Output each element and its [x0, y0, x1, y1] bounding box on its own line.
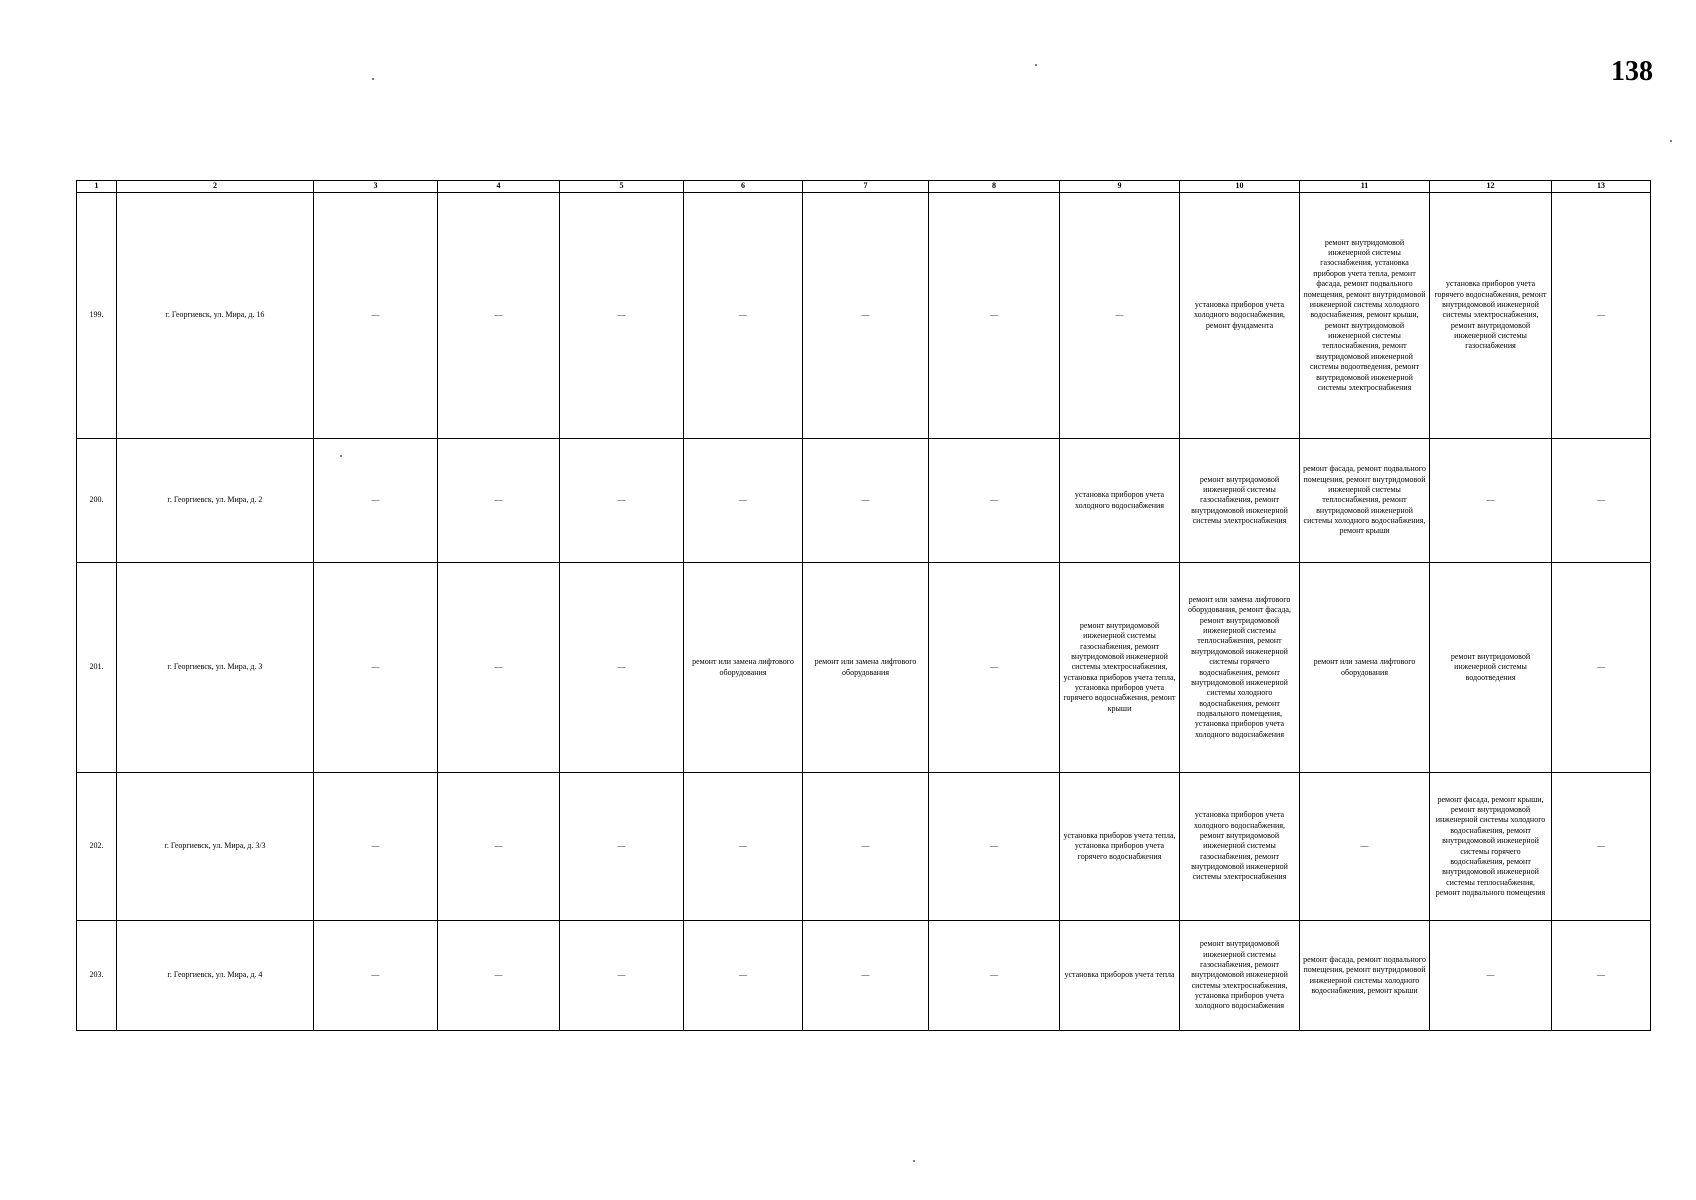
col-header: 4 [438, 181, 560, 193]
col-header: 13 [1552, 181, 1651, 193]
table-cell: ремонт или замена лифтового оборудования, ремонт фасада, ремонт внутридомовой инженерной системы теплоснабжения, ремонт внутридомовой инженерной системы горячего водоснабжения, ремонт внутридомовой инженерной системы холодного водоснабжения, ремонт подвального помещения, установка приборов учета холодного водоснабжения [1180, 563, 1300, 773]
table-cell: — [929, 921, 1060, 1031]
row-number: 199. [77, 193, 117, 439]
col-header: 12 [1430, 181, 1552, 193]
row-address: г. Георгиевск, ул. Мира, д. 2 [117, 439, 314, 563]
table-cell: — [438, 921, 560, 1031]
header-row [77, 181, 1651, 193]
table-cell: ремонт или замена лифтового оборудования [1300, 563, 1430, 773]
col-header: 10 [1180, 181, 1300, 193]
table-cell: — [929, 193, 1060, 439]
table-cell: — [438, 773, 560, 921]
table-cell: — [314, 193, 438, 439]
table-cell: установка приборов учета холодного водоснабжения [1060, 439, 1180, 563]
table-cell: ремонт внутридомовой инженерной системы газоснабжения, ремонт внутридомовой инженерной системы электроснабжения [1180, 439, 1300, 563]
table-cell: — [684, 773, 803, 921]
scan-speck [913, 1160, 915, 1162]
table-cell: — [314, 563, 438, 773]
row-number: 202. [77, 773, 117, 921]
table-cell: — [929, 439, 1060, 563]
scan-speck [1670, 140, 1672, 142]
table-cell: — [1430, 439, 1552, 563]
table-cell: — [684, 921, 803, 1031]
table-cell: установка приборов учета холодного водоснабжения, ремонт фундамента [1180, 193, 1300, 439]
scan-speck [1035, 64, 1037, 66]
table-cell: установка приборов учета холодного водоснабжения, ремонт внутридомовой инженерной системы газоснабжения, ремонт внутридомовой инженерной системы электроснабжения [1180, 773, 1300, 921]
table-cell: — [314, 773, 438, 921]
row-number: 200. [77, 439, 117, 563]
table-cell: ремонт фасада, ремонт подвального помещения, ремонт внутридомовой инженерной системы теплоснабжения, ремонт внутридомовой инженерной системы холодного водоснабжения, ремонт крыши [1300, 439, 1430, 563]
table-cell: — [1430, 921, 1552, 1031]
table-cell: — [1300, 773, 1430, 921]
row-number: 201. [77, 563, 117, 773]
table-cell: — [438, 563, 560, 773]
table-cell: — [803, 439, 929, 563]
row-address: г. Георгиевск, ул. Мира, д. 3 [117, 563, 314, 773]
table-cell: — [929, 773, 1060, 921]
scan-speck [372, 78, 374, 80]
repair-plan-table [76, 180, 1651, 1031]
table-cell: — [560, 921, 684, 1031]
table-cell: ремонт внутридомовой инженерной системы газоснабжения, ремонт внутридомовой инженерной системы электроснабжения, установка приборов учета холодного водоснабжения [1180, 921, 1300, 1031]
col-header: 6 [684, 181, 803, 193]
table-cell: — [314, 921, 438, 1031]
row-address: г. Георгиевск, ул. Мира, д. 16 [117, 193, 314, 439]
table-cell: ремонт внутридомовой инженерной системы водоотведения [1430, 563, 1552, 773]
table-cell: — [560, 193, 684, 439]
table-cell: ремонт или замена лифтового оборудования [684, 563, 803, 773]
table-row [77, 921, 1651, 1031]
row-address: г. Георгиевск, ул. Мира, д. 3/3 [117, 773, 314, 921]
col-header: 1 [77, 181, 117, 193]
col-header: 5 [560, 181, 684, 193]
table-cell: — [1552, 773, 1651, 921]
table-row [77, 563, 1651, 773]
table-cell: — [803, 773, 929, 921]
table-cell: — [560, 563, 684, 773]
table-cell: — [803, 193, 929, 439]
table-cell: — [803, 921, 929, 1031]
table-cell: ремонт фасада, ремонт подвального помещения, ремонт внутридомовой инженерной системы холодного водоснабжения, ремонт крыши [1300, 921, 1430, 1031]
table-row [77, 773, 1651, 921]
table-cell: — [438, 439, 560, 563]
table-cell: ремонт или замена лифтового оборудования [803, 563, 929, 773]
table-cell: — [684, 439, 803, 563]
table-cell: — [314, 439, 438, 563]
table-cell: — [1552, 563, 1651, 773]
table-cell: — [1552, 921, 1651, 1031]
table-cell: — [1552, 439, 1651, 563]
col-header: 7 [803, 181, 929, 193]
row-address: г. Георгиевск, ул. Мира, д. 4 [117, 921, 314, 1031]
table-row [77, 193, 1651, 439]
row-number: 203. [77, 921, 117, 1031]
table-cell: — [438, 193, 560, 439]
table-cell: ремонт фасада, ремонт крыши, ремонт внутридомовой инженерной системы холодного водоснабжения, ремонт внутридомовой инженерной системы горячего водоснабжения, ремонт внутридомовой инженерной системы теплоснабжения, ремонт подвального помещения [1430, 773, 1552, 921]
table-cell: — [560, 773, 684, 921]
table-row [77, 439, 1651, 563]
col-header: 3 [314, 181, 438, 193]
table-cell: — [929, 563, 1060, 773]
table-cell: ремонт внутридомовой инженерной системы газоснабжения, ремонт внутридомовой инженерной системы электроснабжения, установка приборов учета тепла, установка приборов учета горячего водоснабжения, ремонт крыши [1060, 563, 1180, 773]
table-cell: — [1060, 193, 1180, 439]
table-cell: — [684, 193, 803, 439]
col-header: 8 [929, 181, 1060, 193]
table-cell: ремонт внутридомовой инженерной системы газоснабжения, установка приборов учета тепла, ремонт фасада, ремонт подвального помещения, ремонт внутридомовой инженерной системы холодного водоснабжения, ремонт крыши, ремонт внутридомовой инженерной системы теплоснабжения, ремонт внутридомовой инженерной системы водоотведения, ремонт внутридомовой инженерной системы электроснабжения [1300, 193, 1430, 439]
table-cell: установка приборов учета тепла, установка приборов учета горячего водоснабжения [1060, 773, 1180, 921]
col-header: 11 [1300, 181, 1430, 193]
col-header: 9 [1060, 181, 1180, 193]
table-cell: — [1552, 193, 1651, 439]
table-cell: установка приборов учета горячего водоснабжения, ремонт внутридомовой инженерной системы электроснабжения, ремонт внутридомовой инженерной системы газоснабжения [1430, 193, 1552, 439]
page-number: 138 [1611, 56, 1653, 87]
table-cell: установка приборов учета тепла [1060, 921, 1180, 1031]
col-header: 2 [117, 181, 314, 193]
table-cell: — [560, 439, 684, 563]
